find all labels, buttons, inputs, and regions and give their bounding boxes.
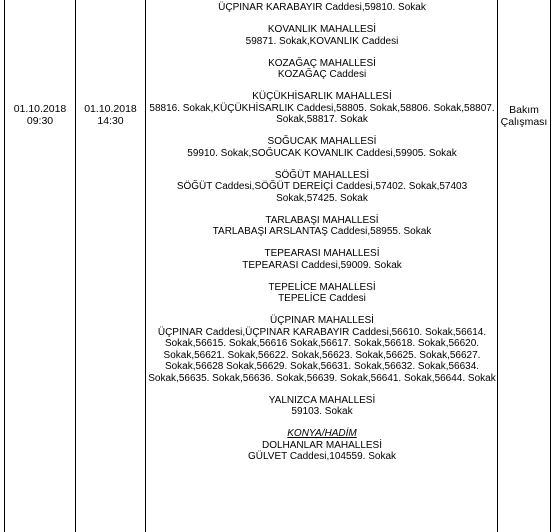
- end-datetime-cell: [76, 103, 145, 127]
- neighborhood-streets: SÖĞÜT Caddesi,SÖĞÜT DEREİÇİ Caddesi,57402. Sokak,57403 Sokak,57425. Sokak: [176, 181, 468, 204]
- neighborhood-streets: TARLABAŞI ARSLANTAŞ Caddesi,58955. Sokak: [212, 226, 432, 237]
- column-divider-1: [75, 0, 76, 532]
- neighborhood-block: [146, 58, 498, 81]
- neighborhood-title: KOVANLIK MAHALLESİ: [267, 24, 377, 35]
- neighborhood-title: ÜÇPINAR MAHALLESİ: [270, 315, 374, 326]
- neighborhood-streets: 59871. Sokak,KOVANLIK Caddesi: [245, 35, 399, 47]
- neighborhood-title: KÜÇÜKHİSARLIK MAHALLESİ: [252, 91, 392, 102]
- neighborhood-block: [146, 282, 498, 305]
- neighborhood-title: SOĞUCAK MAHALLESİ: [267, 136, 377, 147]
- neighborhood-title: TEPELİCE MAHALLESİ: [268, 281, 376, 293]
- end-date: 01.10.2018: [84, 103, 137, 115]
- neighborhood-block: [146, 395, 498, 418]
- neighborhood-title: SÖĞÜT MAHALLESİ: [274, 169, 370, 181]
- neighborhood-block: [146, 170, 498, 205]
- neighborhood-streets: ÜÇPINAR Caddesi,ÜÇPINAR KARABAYIR Caddesi,56610. Sokak,56614. Sokak,56615. Sokak,56616 Sokak,56617. Sokak,56618. Sokak,56620. Sokak,56621. Sokak,56622. Sokak,56623. Sokak,56625. Sokak,56627. Sokak,56628 Sokak,56629. Sokak,56631. Sokak,56632. Sokak,56634. Sokak,56635. Sokak,56636. Sokak,56639. Sokak,56641. Sokak,56644. Sokak: [148, 326, 496, 384]
- neighborhood-block: [146, 136, 498, 159]
- neighborhood-title: YALNIZCA MAHALLESİ: [268, 394, 376, 406]
- neighborhood-block: [146, 24, 498, 47]
- table-border-right: [550, 0, 551, 532]
- start-time: 09:30: [26, 115, 54, 127]
- neighborhood-title: KOZAĞAÇ MAHALLESİ: [268, 57, 376, 69]
- neighborhood-block: [146, 248, 498, 271]
- neighborhood-block: [146, 215, 498, 238]
- reason-cell: [498, 104, 550, 128]
- neighborhood-title: TARLABAŞI MAHALLESİ: [265, 214, 379, 226]
- start-date: 01.10.2018: [13, 103, 67, 115]
- top-continuation-line: ÜÇPINAR KARABAYIR Caddesi,59810. Sokak: [218, 2, 426, 13]
- neighborhood-title: DOLHANLAR MAHALLESİ: [261, 439, 383, 451]
- reason-line-1: Bakım: [509, 104, 539, 116]
- neighborhood-streets: TEPELİCE Caddesi: [278, 293, 366, 304]
- district-block: [146, 428, 498, 463]
- neighborhood-streets: TEPEARASI Caddesi,59009. Sokak: [242, 259, 402, 271]
- neighborhood-title: TEPEARASI MAHALLESİ: [264, 248, 380, 259]
- province-district-heading: KONYA/HADİM: [287, 428, 357, 439]
- affected-areas-cell: [146, 2, 498, 463]
- neighborhood-streets: 59910. Sokak,SOĞUCAK KOVANLIK Caddesi,59905. Sokak: [187, 147, 457, 159]
- neighborhood-streets: GÜLVET Caddesi,104559. Sokak: [247, 451, 397, 462]
- neighborhood-block: [146, 315, 498, 384]
- neighborhood-streets: KOZAĞAÇ Caddesi: [277, 69, 367, 80]
- end-time: 14:30: [97, 115, 124, 127]
- neighborhood-streets: 58816. Sokak,KÜÇÜKHİSARLIK Caddesi,58805. Sokak,58806. Sokak,58807. Sokak,58817. Sokak: [149, 102, 495, 125]
- start-datetime-cell: [5, 103, 75, 127]
- neighborhood-block: [146, 91, 498, 126]
- table-border-left: [4, 0, 5, 532]
- neighborhood-streets: 59103. Sokak: [291, 406, 353, 417]
- reason-line-2: Çalışması: [500, 116, 548, 128]
